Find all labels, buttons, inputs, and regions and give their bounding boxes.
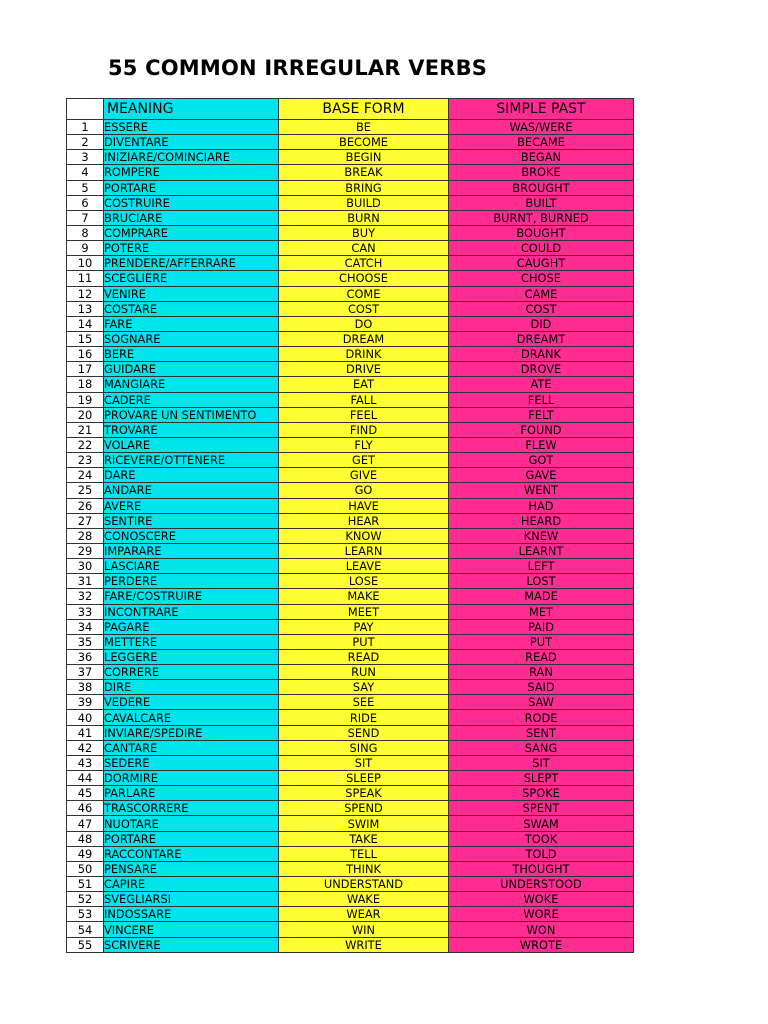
simple-past-cell: DREAMT bbox=[449, 331, 634, 346]
table-row bbox=[67, 771, 634, 786]
simple-past-cell: BUILT bbox=[449, 195, 634, 210]
base-form-cell: HAVE bbox=[279, 498, 449, 513]
meaning-cell: BRUCIARE bbox=[104, 210, 279, 225]
table-row bbox=[67, 725, 634, 740]
header-simple-past: SIMPLE PAST bbox=[449, 99, 634, 120]
meaning-cell: VINCERE bbox=[104, 922, 279, 937]
row-number: 41 bbox=[67, 725, 104, 740]
simple-past-cell: SPENT bbox=[449, 801, 634, 816]
row-number: 49 bbox=[67, 846, 104, 861]
base-form-cell: COME bbox=[279, 286, 449, 301]
row-number: 6 bbox=[67, 195, 104, 210]
meaning-cell: CAVALCARE bbox=[104, 710, 279, 725]
row-number: 46 bbox=[67, 801, 104, 816]
meaning-cell: PRENDERE/AFFERRARE bbox=[104, 256, 279, 271]
row-number: 5 bbox=[67, 180, 104, 195]
row-number: 24 bbox=[67, 468, 104, 483]
meaning-cell: VOLARE bbox=[104, 437, 279, 452]
meaning-cell: ANDARE bbox=[104, 483, 279, 498]
meaning-cell: CAPIRE bbox=[104, 877, 279, 892]
simple-past-cell: SAID bbox=[449, 680, 634, 695]
meaning-cell: RICEVERE/OTTENERE bbox=[104, 453, 279, 468]
meaning-cell: VEDERE bbox=[104, 695, 279, 710]
simple-past-cell: FOUND bbox=[449, 422, 634, 437]
table-row bbox=[67, 619, 634, 634]
row-number: 42 bbox=[67, 740, 104, 755]
base-form-cell: CATCH bbox=[279, 256, 449, 271]
table-row bbox=[67, 195, 634, 210]
meaning-cell: INIZIARE/COMINCIARE bbox=[104, 150, 279, 165]
simple-past-cell: TOLD bbox=[449, 846, 634, 861]
meaning-cell: SCRIVERE bbox=[104, 937, 279, 952]
table-row bbox=[67, 937, 634, 952]
row-number: 19 bbox=[67, 392, 104, 407]
row-number: 51 bbox=[67, 877, 104, 892]
simple-past-cell: BOUGHT bbox=[449, 225, 634, 240]
meaning-cell: SVEGLIARSI bbox=[104, 892, 279, 907]
table-row bbox=[67, 437, 634, 452]
row-number: 25 bbox=[67, 483, 104, 498]
table-row bbox=[67, 498, 634, 513]
meaning-cell: DIRE bbox=[104, 680, 279, 695]
simple-past-cell: SAW bbox=[449, 695, 634, 710]
table-row bbox=[67, 271, 634, 286]
base-form-cell: RIDE bbox=[279, 710, 449, 725]
row-number: 30 bbox=[67, 559, 104, 574]
base-form-cell: SING bbox=[279, 740, 449, 755]
simple-past-cell: SANG bbox=[449, 740, 634, 755]
base-form-cell: CHOOSE bbox=[279, 271, 449, 286]
simple-past-cell: WENT bbox=[449, 483, 634, 498]
base-form-cell: READ bbox=[279, 649, 449, 664]
meaning-cell: BERE bbox=[104, 347, 279, 362]
table-row bbox=[67, 907, 634, 922]
table-row bbox=[67, 347, 634, 362]
simple-past-cell: BROUGHT bbox=[449, 180, 634, 195]
base-form-cell: TAKE bbox=[279, 831, 449, 846]
base-form-cell: WAKE bbox=[279, 892, 449, 907]
table-row bbox=[67, 892, 634, 907]
simple-past-cell: LEARNT bbox=[449, 543, 634, 558]
meaning-cell: LEGGERE bbox=[104, 649, 279, 664]
header-meaning: MEANING bbox=[104, 99, 279, 120]
meaning-cell: INCONTRARE bbox=[104, 604, 279, 619]
simple-past-cell: FELT bbox=[449, 407, 634, 422]
table-row bbox=[67, 286, 634, 301]
row-number: 33 bbox=[67, 604, 104, 619]
simple-past-cell: WORE bbox=[449, 907, 634, 922]
table-row bbox=[67, 120, 634, 135]
base-form-cell: SWIM bbox=[279, 816, 449, 831]
table-row bbox=[67, 135, 634, 150]
row-number: 47 bbox=[67, 816, 104, 831]
header-row bbox=[67, 99, 634, 120]
meaning-cell: PROVARE UN SENTIMENTO bbox=[104, 407, 279, 422]
meaning-cell: ESSERE bbox=[104, 120, 279, 135]
meaning-cell: PERDERE bbox=[104, 574, 279, 589]
base-form-cell: DRINK bbox=[279, 347, 449, 362]
meaning-cell: DORMIRE bbox=[104, 771, 279, 786]
meaning-cell: TRASCORRERE bbox=[104, 801, 279, 816]
row-number: 48 bbox=[67, 831, 104, 846]
meaning-cell: SENTIRE bbox=[104, 513, 279, 528]
row-number: 45 bbox=[67, 786, 104, 801]
base-form-cell: DRIVE bbox=[279, 362, 449, 377]
row-number: 29 bbox=[67, 543, 104, 558]
row-number: 22 bbox=[67, 437, 104, 452]
base-form-cell: FIND bbox=[279, 422, 449, 437]
base-form-cell: DREAM bbox=[279, 331, 449, 346]
row-number: 27 bbox=[67, 513, 104, 528]
base-form-cell: UNDERSTAND bbox=[279, 877, 449, 892]
row-number: 35 bbox=[67, 634, 104, 649]
base-form-cell: BE bbox=[279, 120, 449, 135]
base-form-cell: GIVE bbox=[279, 468, 449, 483]
meaning-cell: CADERE bbox=[104, 392, 279, 407]
meaning-cell: CANTARE bbox=[104, 740, 279, 755]
base-form-cell: WIN bbox=[279, 922, 449, 937]
meaning-cell: GUIDARE bbox=[104, 362, 279, 377]
base-form-cell: SPEND bbox=[279, 801, 449, 816]
table-row bbox=[67, 846, 634, 861]
base-form-cell: BUY bbox=[279, 225, 449, 240]
table-row bbox=[67, 256, 634, 271]
table-row bbox=[67, 831, 634, 846]
table-row bbox=[67, 301, 634, 316]
table-row bbox=[67, 316, 634, 331]
row-number: 16 bbox=[67, 347, 104, 362]
table-row bbox=[67, 513, 634, 528]
base-form-cell: KNOW bbox=[279, 528, 449, 543]
meaning-cell: ROMPERE bbox=[104, 165, 279, 180]
simple-past-cell: BECAME bbox=[449, 135, 634, 150]
table-row bbox=[67, 392, 634, 407]
simple-past-cell: MADE bbox=[449, 589, 634, 604]
meaning-cell: FARE bbox=[104, 316, 279, 331]
simple-past-cell: TOOK bbox=[449, 831, 634, 846]
meaning-cell: FARE/COSTRUIRE bbox=[104, 589, 279, 604]
row-number: 3 bbox=[67, 150, 104, 165]
table-row bbox=[67, 861, 634, 876]
base-form-cell: BURN bbox=[279, 210, 449, 225]
row-number: 36 bbox=[67, 649, 104, 664]
row-number: 53 bbox=[67, 907, 104, 922]
base-form-cell: SIT bbox=[279, 755, 449, 770]
simple-past-cell: GAVE bbox=[449, 468, 634, 483]
base-form-cell: BRING bbox=[279, 180, 449, 195]
base-form-cell: WRITE bbox=[279, 937, 449, 952]
simple-past-cell: RODE bbox=[449, 710, 634, 725]
row-number: 14 bbox=[67, 316, 104, 331]
base-form-cell: MEET bbox=[279, 604, 449, 619]
meaning-cell: INDOSSARE bbox=[104, 907, 279, 922]
meaning-cell: SOGNARE bbox=[104, 331, 279, 346]
simple-past-cell: COULD bbox=[449, 241, 634, 256]
simple-past-cell: BURNT, BURNED bbox=[449, 210, 634, 225]
table-row bbox=[67, 362, 634, 377]
table-row bbox=[67, 331, 634, 346]
table-row bbox=[67, 422, 634, 437]
base-form-cell: GO bbox=[279, 483, 449, 498]
base-form-cell: LEARN bbox=[279, 543, 449, 558]
simple-past-cell: BEGAN bbox=[449, 150, 634, 165]
table-row bbox=[67, 740, 634, 755]
simple-past-cell: SPOKE bbox=[449, 786, 634, 801]
simple-past-cell: HEARD bbox=[449, 513, 634, 528]
table-row bbox=[67, 922, 634, 937]
meaning-cell: DARE bbox=[104, 468, 279, 483]
meaning-cell: DIVENTARE bbox=[104, 135, 279, 150]
base-form-cell: COST bbox=[279, 301, 449, 316]
base-form-cell: LEAVE bbox=[279, 559, 449, 574]
simple-past-cell: SENT bbox=[449, 725, 634, 740]
simple-past-cell: SWAM bbox=[449, 816, 634, 831]
base-form-cell: FEEL bbox=[279, 407, 449, 422]
meaning-cell: IMPARARE bbox=[104, 543, 279, 558]
table-row bbox=[67, 786, 634, 801]
row-number: 50 bbox=[67, 861, 104, 876]
row-number: 9 bbox=[67, 241, 104, 256]
table-row bbox=[67, 589, 634, 604]
table-row bbox=[67, 634, 634, 649]
header-number bbox=[67, 99, 104, 120]
base-form-cell: HEAR bbox=[279, 513, 449, 528]
row-number: 34 bbox=[67, 619, 104, 634]
table-row bbox=[67, 649, 634, 664]
simple-past-cell: DRANK bbox=[449, 347, 634, 362]
base-form-cell: THINK bbox=[279, 861, 449, 876]
meaning-cell: COSTARE bbox=[104, 301, 279, 316]
base-form-cell: MAKE bbox=[279, 589, 449, 604]
table-row bbox=[67, 801, 634, 816]
table-row bbox=[67, 604, 634, 619]
meaning-cell: COSTRUIRE bbox=[104, 195, 279, 210]
base-form-cell: BUILD bbox=[279, 195, 449, 210]
simple-past-cell: SIT bbox=[449, 755, 634, 770]
meaning-cell: AVERE bbox=[104, 498, 279, 513]
row-number: 7 bbox=[67, 210, 104, 225]
row-number: 31 bbox=[67, 574, 104, 589]
table-row bbox=[67, 225, 634, 240]
meaning-cell: SCEGLIERE bbox=[104, 271, 279, 286]
meaning-cell: RACCONTARE bbox=[104, 846, 279, 861]
base-form-cell: FLY bbox=[279, 437, 449, 452]
base-form-cell: EAT bbox=[279, 377, 449, 392]
meaning-cell: COMPRARE bbox=[104, 225, 279, 240]
base-form-cell: PAY bbox=[279, 619, 449, 634]
row-number: 10 bbox=[67, 256, 104, 271]
simple-past-cell: WON bbox=[449, 922, 634, 937]
simple-past-cell: COST bbox=[449, 301, 634, 316]
meaning-cell: PENSARE bbox=[104, 861, 279, 876]
meaning-cell: PORTARE bbox=[104, 180, 279, 195]
meaning-cell: SEDERE bbox=[104, 755, 279, 770]
table-row bbox=[67, 695, 634, 710]
meaning-cell: PAGARE bbox=[104, 619, 279, 634]
meaning-cell: LASCIARE bbox=[104, 559, 279, 574]
row-number: 2 bbox=[67, 135, 104, 150]
base-form-cell: PUT bbox=[279, 634, 449, 649]
row-number: 32 bbox=[67, 589, 104, 604]
row-number: 13 bbox=[67, 301, 104, 316]
row-number: 4 bbox=[67, 165, 104, 180]
row-number: 55 bbox=[67, 937, 104, 952]
table-row bbox=[67, 165, 634, 180]
row-number: 20 bbox=[67, 407, 104, 422]
simple-past-cell: DROVE bbox=[449, 362, 634, 377]
meaning-cell: CONOSCERE bbox=[104, 528, 279, 543]
meaning-cell: CORRERE bbox=[104, 665, 279, 680]
meaning-cell: PARLARE bbox=[104, 786, 279, 801]
row-number: 44 bbox=[67, 771, 104, 786]
simple-past-cell: UNDERSTOOD bbox=[449, 877, 634, 892]
simple-past-cell: HAD bbox=[449, 498, 634, 513]
simple-past-cell: CAME bbox=[449, 286, 634, 301]
simple-past-cell: PUT bbox=[449, 634, 634, 649]
row-number: 38 bbox=[67, 680, 104, 695]
table-row bbox=[67, 543, 634, 558]
row-number: 39 bbox=[67, 695, 104, 710]
table-row bbox=[67, 210, 634, 225]
table-row bbox=[67, 377, 634, 392]
base-form-cell: SEE bbox=[279, 695, 449, 710]
simple-past-cell: CAUGHT bbox=[449, 256, 634, 271]
row-number: 8 bbox=[67, 225, 104, 240]
base-form-cell: WEAR bbox=[279, 907, 449, 922]
table-row bbox=[67, 680, 634, 695]
base-form-cell: SEND bbox=[279, 725, 449, 740]
base-form-cell: BREAK bbox=[279, 165, 449, 180]
simple-past-cell: DID bbox=[449, 316, 634, 331]
row-number: 54 bbox=[67, 922, 104, 937]
table-row bbox=[67, 710, 634, 725]
base-form-cell: FALL bbox=[279, 392, 449, 407]
simple-past-cell: WAS/WERE bbox=[449, 120, 634, 135]
table-row bbox=[67, 755, 634, 770]
simple-past-cell: LEFT bbox=[449, 559, 634, 574]
meaning-cell: NUOTARE bbox=[104, 816, 279, 831]
base-form-cell: SLEEP bbox=[279, 771, 449, 786]
row-number: 12 bbox=[67, 286, 104, 301]
header-base-form: BASE FORM bbox=[279, 99, 449, 120]
base-form-cell: SAY bbox=[279, 680, 449, 695]
row-number: 1 bbox=[67, 120, 104, 135]
base-form-cell: BECOME bbox=[279, 135, 449, 150]
table-row bbox=[67, 407, 634, 422]
simple-past-cell: ATE bbox=[449, 377, 634, 392]
meaning-cell: MANGIARE bbox=[104, 377, 279, 392]
table-row bbox=[67, 468, 634, 483]
meaning-cell: INVIARE/SPEDIRE bbox=[104, 725, 279, 740]
row-number: 26 bbox=[67, 498, 104, 513]
page-title: 55 COMMON IRREGULAR VERBS bbox=[108, 56, 488, 80]
row-number: 43 bbox=[67, 755, 104, 770]
row-number: 23 bbox=[67, 453, 104, 468]
simple-past-cell: SLEPT bbox=[449, 771, 634, 786]
table-row bbox=[67, 453, 634, 468]
row-number: 28 bbox=[67, 528, 104, 543]
meaning-cell: PORTARE bbox=[104, 831, 279, 846]
simple-past-cell: CHOSE bbox=[449, 271, 634, 286]
table-row bbox=[67, 559, 634, 574]
meaning-cell: TROVARE bbox=[104, 422, 279, 437]
simple-past-cell: FLEW bbox=[449, 437, 634, 452]
base-form-cell: GET bbox=[279, 453, 449, 468]
simple-past-cell: WOKE bbox=[449, 892, 634, 907]
simple-past-cell: THOUGHT bbox=[449, 861, 634, 876]
meaning-cell: VENIRE bbox=[104, 286, 279, 301]
simple-past-cell: GOT bbox=[449, 453, 634, 468]
row-number: 15 bbox=[67, 331, 104, 346]
verbs-table bbox=[66, 98, 634, 953]
meaning-cell: POTERE bbox=[104, 241, 279, 256]
simple-past-cell: BROKE bbox=[449, 165, 634, 180]
row-number: 37 bbox=[67, 665, 104, 680]
row-number: 11 bbox=[67, 271, 104, 286]
base-form-cell: BEGIN bbox=[279, 150, 449, 165]
simple-past-cell: RAN bbox=[449, 665, 634, 680]
simple-past-cell: MET bbox=[449, 604, 634, 619]
simple-past-cell: WROTE bbox=[449, 937, 634, 952]
simple-past-cell: PAID bbox=[449, 619, 634, 634]
table-row bbox=[67, 180, 634, 195]
base-form-cell: SPEAK bbox=[279, 786, 449, 801]
meaning-cell: METTERE bbox=[104, 634, 279, 649]
table-row bbox=[67, 241, 634, 256]
row-number: 18 bbox=[67, 377, 104, 392]
table-row bbox=[67, 483, 634, 498]
table-row bbox=[67, 816, 634, 831]
base-form-cell: LOSE bbox=[279, 574, 449, 589]
verbs-table-body bbox=[67, 120, 634, 953]
table-row bbox=[67, 574, 634, 589]
simple-past-cell: KNEW bbox=[449, 528, 634, 543]
simple-past-cell: READ bbox=[449, 649, 634, 664]
base-form-cell: DO bbox=[279, 316, 449, 331]
base-form-cell: CAN bbox=[279, 241, 449, 256]
simple-past-cell: LOST bbox=[449, 574, 634, 589]
table-row bbox=[67, 150, 634, 165]
table-row bbox=[67, 528, 634, 543]
row-number: 40 bbox=[67, 710, 104, 725]
row-number: 52 bbox=[67, 892, 104, 907]
base-form-cell: TELL bbox=[279, 846, 449, 861]
base-form-cell: RUN bbox=[279, 665, 449, 680]
table-row bbox=[67, 877, 634, 892]
simple-past-cell: FELL bbox=[449, 392, 634, 407]
row-number: 17 bbox=[67, 362, 104, 377]
row-number: 21 bbox=[67, 422, 104, 437]
table-row bbox=[67, 665, 634, 680]
